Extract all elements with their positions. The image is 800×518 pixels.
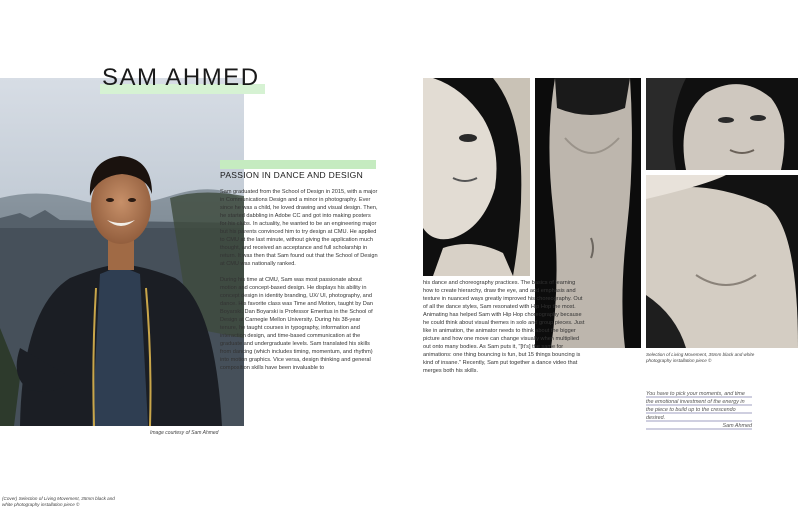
section-heading: PASSION IN DANCE AND DESIGN — [220, 170, 364, 180]
body-paragraph: Sam graduated from the School of Design in 2015, with a major in Communications Design and a minor in photography. Ever since he was a child, he loved drawing and visual design. Then, he started dabbling in Adobe CC and got into making posters for his clubs. In actuality, he wanted to be an engineering major but his parents convinced him to try design at CMU. He applied to CMU at the last minute, without giving the application much thought, and received an acceptance and full scholarship in return. It was then that Sam found out that the School of Design at CMU was nationally ranked. — [220, 189, 378, 267]
image-credit: Image courtesy of Sam Ahmed — [150, 430, 219, 436]
right-page — [400, 0, 800, 518]
section-highlight — [220, 160, 376, 169]
neck-shoulders-photo — [646, 175, 798, 348]
pull-quote — [646, 390, 752, 430]
article-title: SAM AHMED — [102, 64, 260, 91]
body-column-left — [220, 188, 378, 380]
body-paragraph: his dance and choreography practices. The basics of learning how to create hierarchy, draw the eye, and add emphasis and texture in nuanced ways greatly improved his choreography. Out of all the dance styles, Sam resonated with Hip Hop the most. Animating has helped Sam with Hip Hop choreography because he could think about visual themes in solo and group pieces. Just like in animation, the animator needs to think about the bigger picture and how one move can change visually when multiplied out onto many bodies. As Sam puts it, "[It's] the same for animations: one thing bouncing is fun, but 15 things bouncing is kind of insane." Recently, Sam put together a dance video that merges both his skills. — [423, 280, 585, 374]
portrait-photo — [0, 78, 244, 426]
pull-quote-text: You have to pick your moments, and time the emotional investment of the energy in the piece to build up to the crescendo desired. — [646, 391, 745, 421]
photo-caption: Selection of Living Movement, 35mm black and white photography installation piece © — [646, 352, 755, 363]
portrait-woman-looking-up-photo — [423, 78, 530, 276]
pull-quote-author: Sam Ahmed — [722, 423, 752, 429]
face-closeup-photo — [646, 78, 798, 170]
body-column-right — [423, 279, 585, 375]
body-paragraph: During his time at CMU, Sam was most passionate about motion and concept-based design. He displays his ability in concept design in identity branding, UX/ UI, photography, and dance. His favorite class was Time and Motion, taught by Dan Boyarski. Dan Boyarski is Professor Emeritus in the School of Design at Carnegie Mellon University. During his 38-year tenure, he taught courses in typography, information and interaction design, and time-based communication at the graduate and undergraduate levels. Sam translated his skills from dancing (which includes timing, momentum, and rhythm) into motion graphics. Vice versa, design thinking and general composition skills have been invaluable to — [220, 277, 373, 371]
cover-caption: (Cover) Selection of Living Movement, 35mm black and white photography installation piece © — [2, 496, 115, 507]
